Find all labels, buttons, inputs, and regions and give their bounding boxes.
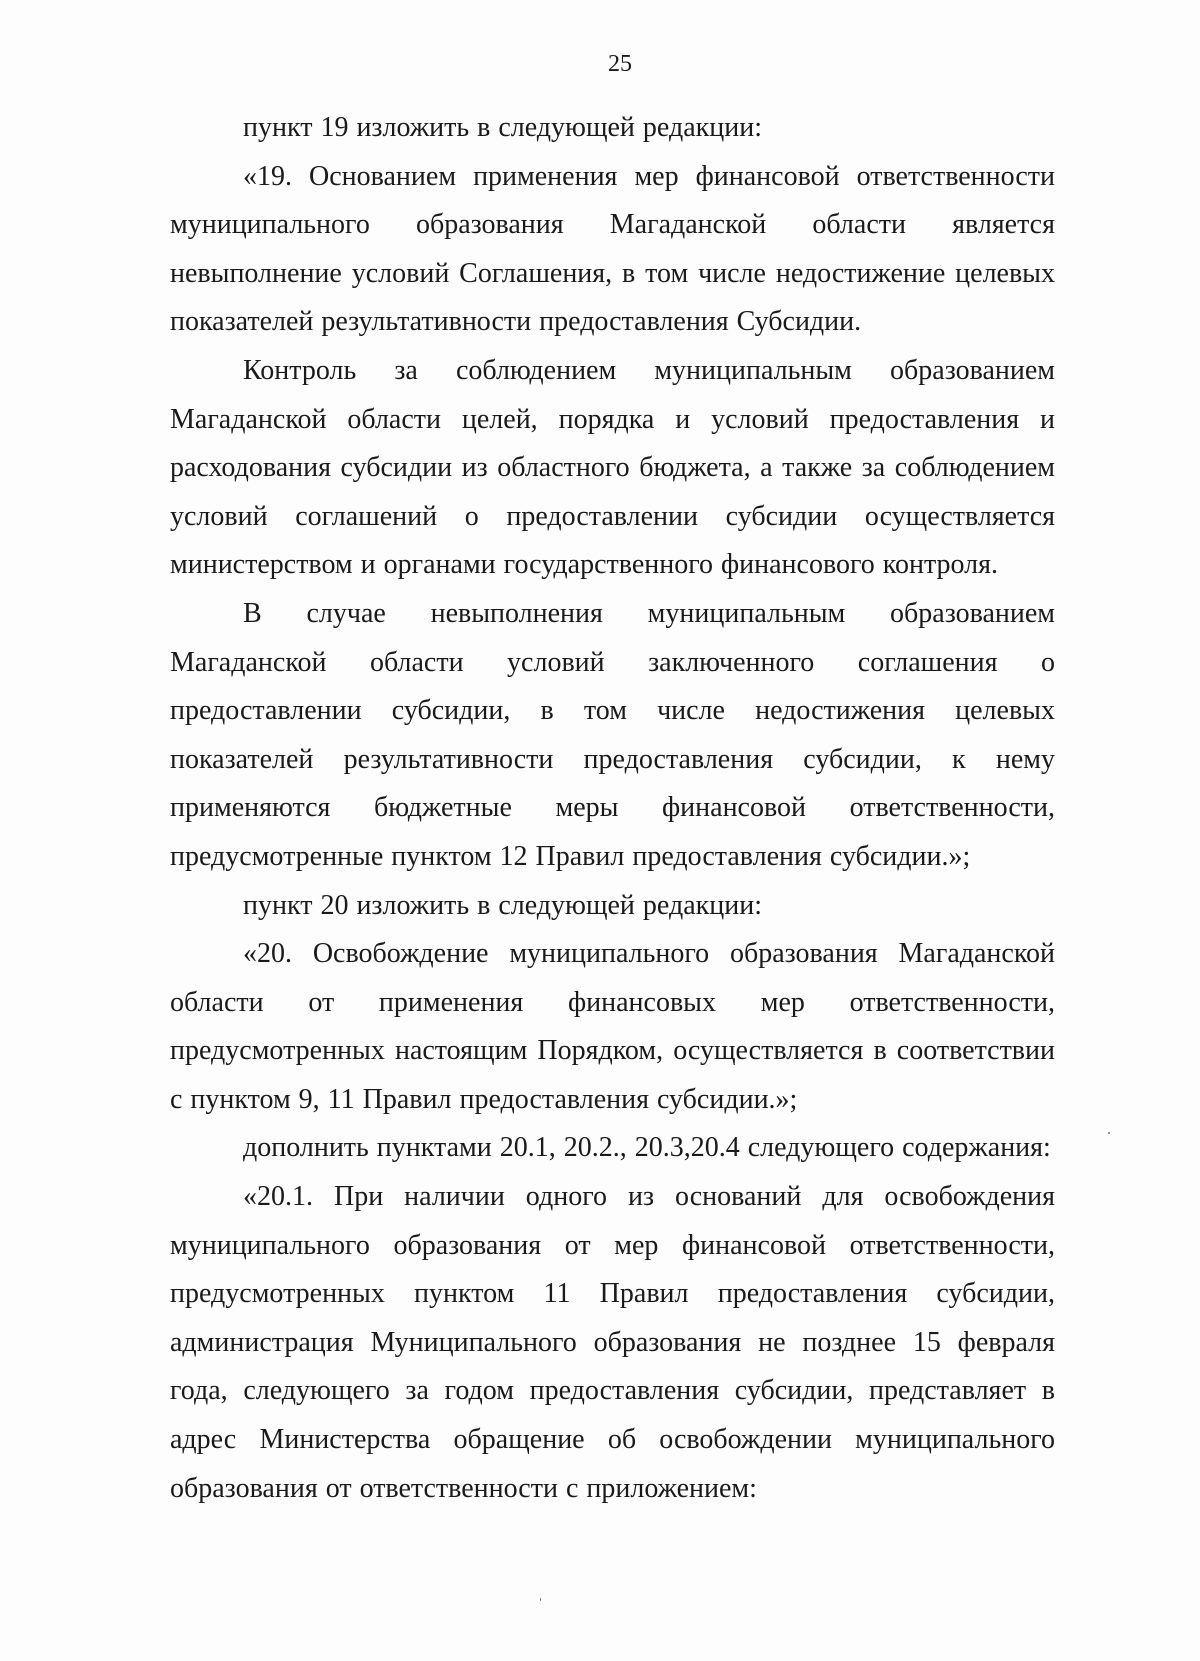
paragraph-item-20-text: «20. Освобождение муниципального образования Магаданской области от применения финансовых мер ответственности, предусмотренных настоящим Порядком, осуществляется в соответствии с пунктом 9, 11 Правил предоставления субсидии.»;	[170, 938, 1055, 1115]
document-body	[170, 104, 1055, 1513]
paragraph-amend-item-19: пункт 19 изложить в следующей редакции:	[243, 112, 762, 143]
paragraph-amend-item-20: пункт 20 изложить в следующей редакции:	[243, 889, 762, 921]
scan-speck	[1108, 1132, 1110, 1134]
paragraph-add-items: дополнить пунктами 20.1, 20.2., 20.3,20.4 следующего содержания:	[243, 1132, 1051, 1164]
page-number: 25	[608, 51, 632, 77]
scan-speck	[540, 1598, 541, 1601]
paragraph-non-fulfillment: В случае невыполнения муниципальным образованием Магаданской области условий заключенного соглашения о предоставлении субсидии, в том числе недостижения целевых показателей результативности предоставления субсидии, к нему применяются бюджетные меры финансовой ответственности, предусмотренные пунктом 12 Правил предоставления субсидии.»;	[170, 597, 1055, 872]
paragraph-item-19-text: «19. Основанием применения мер финансовой ответственности муниципального образования Магаданской области является невыполнение условий Соглашения, в том числе недостижение целевых показателей результативности предоставления Субсидии.	[170, 160, 1055, 338]
paragraph-item-20-1-text: «20.1. При наличии одного из оснований для освобождения муниципального образования от мер финансовой ответственности, предусмотренных пунктом 11 Правил предоставления субсидии, администрация Муниципального образования не позднее 15 февраля года, следующего за годом предоставления субсидии, представляет в адрес Министерства обращение об освобождении муниципального образования от ответственности с приложением:	[170, 1181, 1055, 1504]
paragraph-control: Контроль за соблюдением муниципальным образованием Магаданской области целей, порядка и условий предоставления и расходования субсидии из областного бюджета, а также за соблюдением условий соглашений о предоставлении субсидии осуществляется министерством и органами государственного финансового контроля.	[170, 354, 1055, 581]
